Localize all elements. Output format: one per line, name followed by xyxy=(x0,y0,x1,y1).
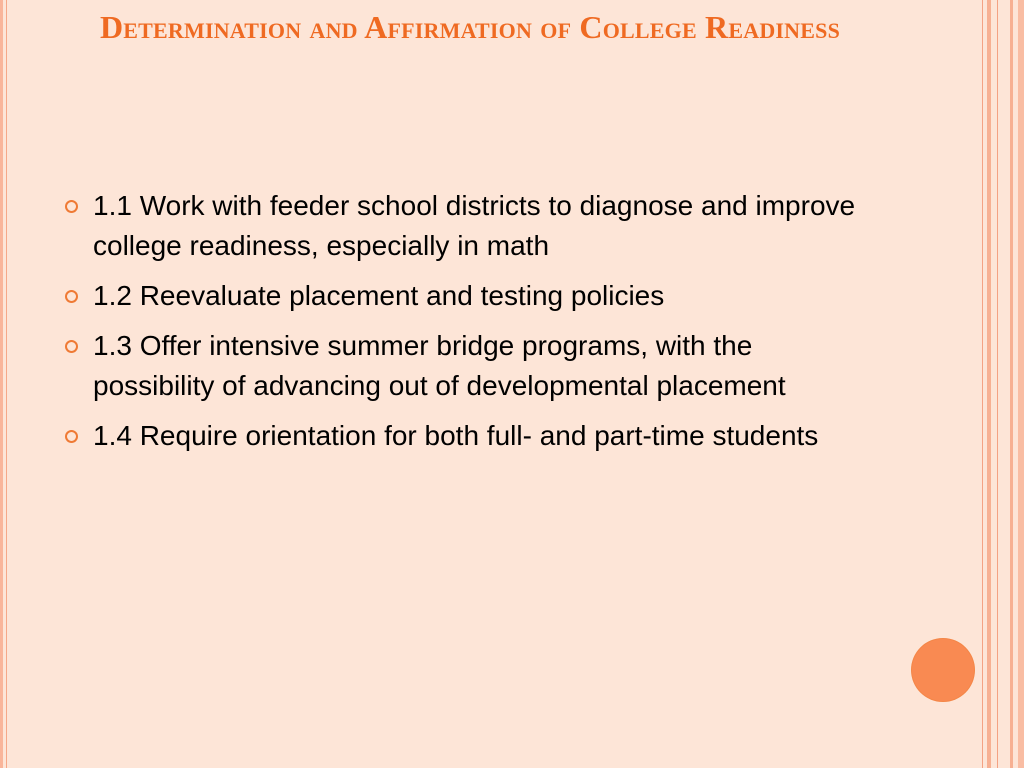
right-edge-stripe xyxy=(987,0,991,768)
ring-bullet-icon xyxy=(65,340,78,353)
list-item-text: 1.1 Work with feeder school districts to diagnose and improve college readiness, especially in math xyxy=(93,190,856,261)
list-item xyxy=(62,416,862,456)
list-item xyxy=(62,186,862,266)
right-edge-band xyxy=(1018,0,1024,768)
right-edge-line xyxy=(982,0,983,768)
right-edge-stripe xyxy=(1010,0,1013,768)
list-item xyxy=(62,326,862,406)
bullet-list xyxy=(62,186,862,466)
list-item-text: 1.2 Reevaluate placement and testing policies xyxy=(93,280,665,311)
list-item-text: 1.3 Offer intensive summer bridge programs, with the possibility of advancing out of developmental placement xyxy=(93,330,786,401)
list-item xyxy=(62,276,862,316)
left-edge-stripe xyxy=(0,0,3,768)
left-edge-line xyxy=(6,0,7,768)
ring-bullet-icon xyxy=(65,290,78,303)
slide-title: Determination and Affirmation of College Readiness xyxy=(99,9,841,45)
ring-bullet-icon xyxy=(65,430,78,443)
decorative-circle xyxy=(912,639,974,701)
ring-bullet-icon xyxy=(65,200,78,213)
list-item-text: 1.4 Require orientation for both full- and part-time students xyxy=(93,420,819,451)
right-edge-line xyxy=(997,0,998,768)
